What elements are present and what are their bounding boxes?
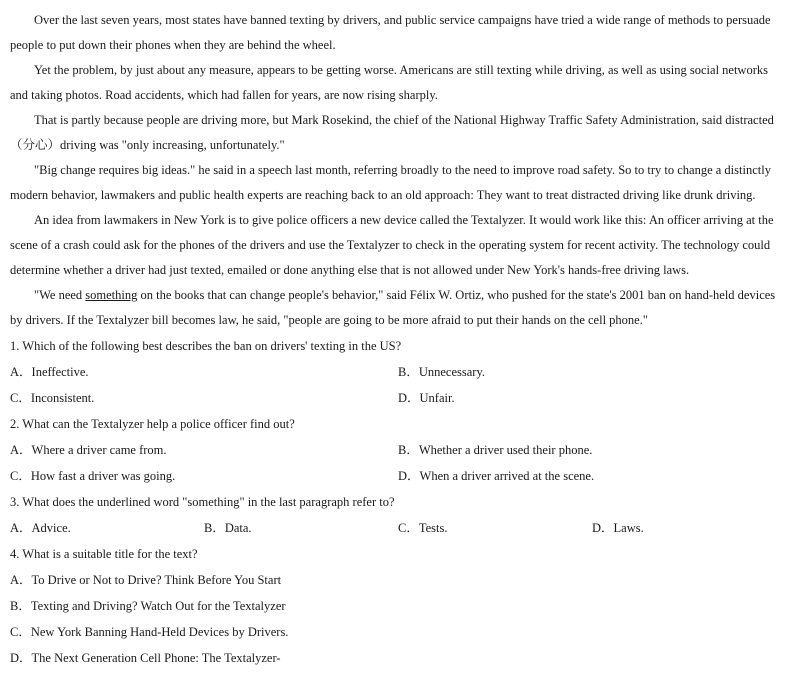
option-d[interactable]: D．Laws. [592, 521, 644, 535]
paragraph-6-line-1 [34, 283, 788, 308]
paragraph-4-line-2: modern behavior, lawmakers and public health experts are reaching back to an old approach: They want to treat distracted driving like drunk driving. [10, 188, 756, 202]
question-stem: 3. What does the underlined word "something" in the last paragraph refer to? [10, 495, 395, 509]
option-a[interactable]: A．Where a driver came from. [10, 443, 167, 457]
paragraph-2-line-1: Yet the problem, by just about any measure, appears to be getting worse. Americans are still texting while driving, as well as using social networks [34, 63, 768, 77]
option-c[interactable]: C．How fast a driver was going. [10, 469, 176, 483]
paragraph-5-line-2: scene of a crash could ask for the phones of the drivers and use the Textalyzer to check in the operating system for recent activity. The technology could [10, 238, 771, 252]
underlined-word: something [85, 288, 138, 302]
option-a[interactable]: A．To Drive or Not to Drive? Think Before You Start [10, 573, 282, 587]
paragraph-1-line-1: Over the last seven years, most states have banned texting by drivers, and public service campaigns have tried a wide range of methods to persuade [34, 13, 771, 27]
option-c[interactable]: C．New York Banning Hand-Held Devices by Drivers. [10, 625, 289, 639]
option-b[interactable]: B．Texting and Driving? Watch Out for the Textalyzer [10, 599, 286, 613]
paragraph-5-line-1: An idea from lawmakers in New York is to give police officers a new device called the Textalyzer. It would work like this: An officer arriving at the [34, 213, 774, 227]
paragraph-6-line-2: by drivers. If the Textalyzer bill becomes law, he said, "people are going to be more afraid to put their hands on the cell phone." [10, 313, 648, 327]
text-run: on the books that can change people's behavior," said Félix W. Ortiz, who pushed for the state's 2001 ban on hand-held devices [137, 288, 776, 302]
option-b[interactable]: B．Data. [204, 521, 252, 535]
option-c[interactable]: C．Tests. [398, 521, 448, 535]
option-c[interactable]: C．Inconsistent. [10, 391, 95, 405]
paragraph-3-line-1: That is partly because people are driving more, but Mark Rosekind, the chief of the National Highway Traffic Safety Administration, said distracted [34, 113, 774, 127]
question-stem: 2. What can the Textalyzer help a police officer find out? [10, 417, 295, 431]
option-b[interactable]: B．Unnecessary. [398, 365, 486, 379]
question-stem: 4. What is a suitable title for the text? [10, 547, 198, 561]
paragraph-4-line-1: "Big change requires big ideas." he said in a speech last month, referring broadly to the need to improve road safety. So to try to change a distinctly [34, 163, 771, 177]
option-d[interactable]: D．When a driver arrived at the scene. [398, 469, 595, 483]
option-d[interactable]: D．The Next Generation Cell Phone: The Textalyzer- [10, 651, 281, 665]
option-a[interactable]: A．Advice. [10, 521, 71, 535]
paragraph-5-line-3: determine whether a driver had just texted, emailed or done anything else that is not allowed under New York's hands-free driving laws. [10, 263, 690, 277]
option-b[interactable]: B．Whether a driver used their phone. [398, 443, 593, 457]
option-d[interactable]: D．Unfair. [398, 391, 455, 405]
paragraph-1-line-2: people to put down their phones when they are behind the wheel. [10, 38, 336, 52]
question-stem: 1. Which of the following best describes the ban on drivers' texting in the US? [10, 339, 402, 353]
paragraph-3-line-2: （分心）driving was "only increasing, unfortunately." [10, 138, 285, 152]
paragraph-2-line-2: and taking photos. Road accidents, which had fallen for years, are now rising sharply. [10, 88, 438, 102]
option-a[interactable]: A．Ineffective. [10, 365, 89, 379]
text-run: "We need [34, 288, 86, 302]
